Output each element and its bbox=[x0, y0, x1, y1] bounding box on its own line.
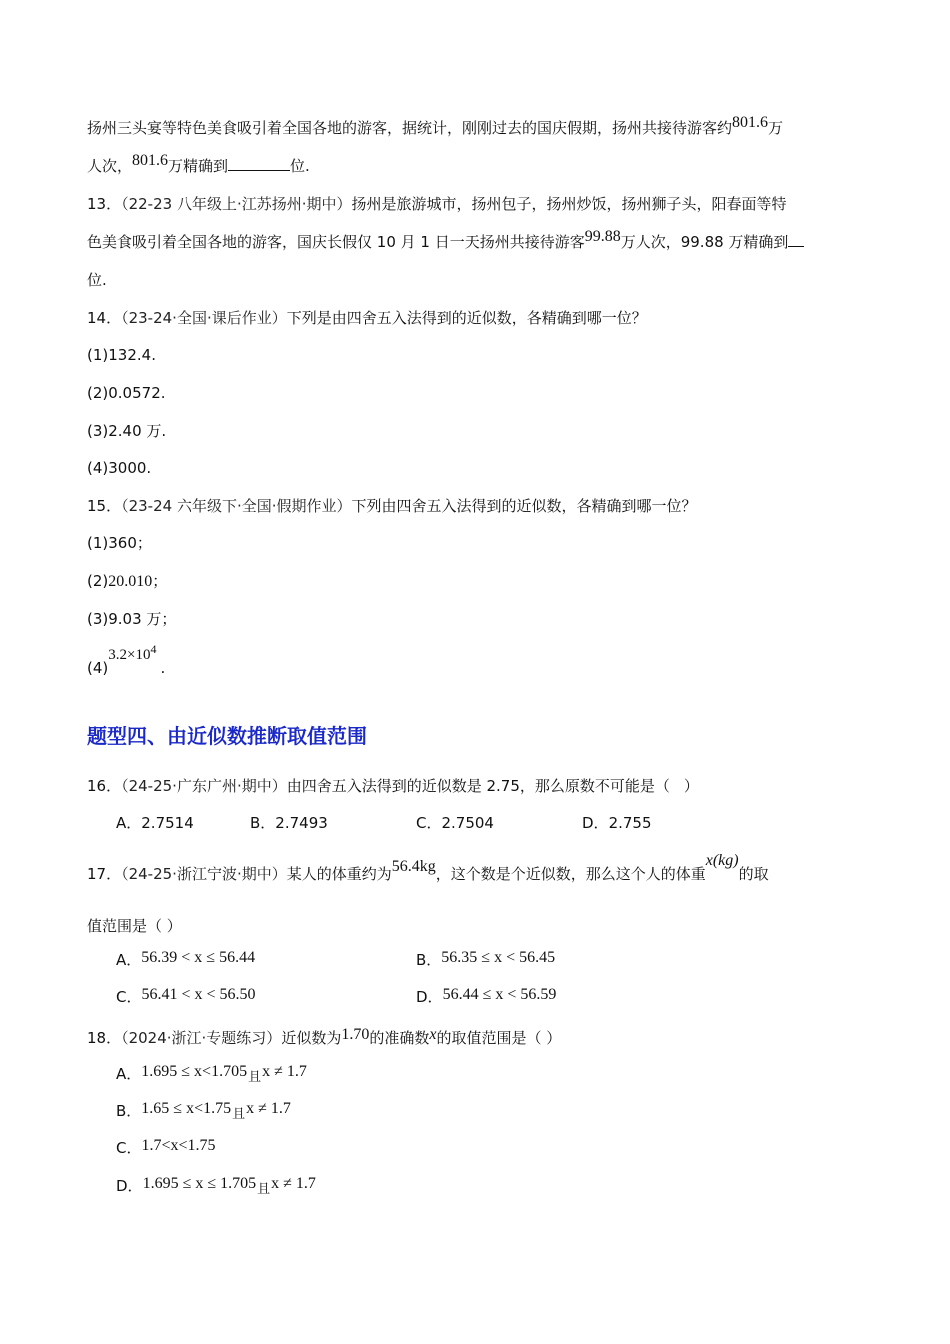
q17-option-a[interactable] bbox=[116, 950, 255, 971]
option-label: B． bbox=[416, 951, 442, 969]
q13-line1 bbox=[87, 194, 787, 214]
question-number: 16． bbox=[87, 777, 122, 795]
q15-item-2 bbox=[87, 571, 167, 592]
question-number: 17． bbox=[87, 865, 122, 883]
option-label: A． bbox=[116, 814, 142, 832]
q12-text-a: 人次， bbox=[87, 157, 133, 175]
option-label: A． bbox=[116, 951, 142, 969]
q17-option-d[interactable] bbox=[416, 987, 556, 1008]
q17-line2: 值范围是（ ） bbox=[87, 917, 182, 935]
option-text: 2.7493 bbox=[275, 814, 328, 832]
q13-text-a: 色美食吸引着全国各地的游客，国庆长假仅 10 月 1 日一天扬州共接待游客 bbox=[87, 233, 585, 251]
q12-line1 bbox=[87, 114, 784, 139]
option-text-a: 1.65 ≤ x<1.75 bbox=[141, 1100, 232, 1117]
q16-option-b[interactable] bbox=[250, 813, 328, 833]
q15-stem: 下列由四舍五入法得到的近似数，各精确到哪一位？ bbox=[351, 497, 697, 515]
q15-item2-value: 20.010 bbox=[108, 573, 153, 590]
q13-stem: 扬州是旅游城市，扬州包子，扬州炒饭，扬州狮子头，阳春面等特 bbox=[351, 195, 787, 213]
question-number: 15． bbox=[87, 497, 122, 515]
option-text: 2.755 bbox=[608, 814, 652, 832]
q13-text-b: 万人次，99.88 万精确到 bbox=[620, 233, 789, 251]
option-label: D． bbox=[582, 814, 609, 832]
q18-stem-a: 近似数为 bbox=[281, 1029, 342, 1047]
option-text: 56.44 ≤ x < 56.59 bbox=[442, 986, 557, 1003]
q17-value: 56.4kg bbox=[391, 858, 436, 875]
question-source: （24-25·浙江宁波·期中） bbox=[121, 865, 287, 883]
q14-item-1: (1)132.4. bbox=[87, 346, 156, 364]
q17-stem-b: ，这个数是个近似数，那么这个人的体重 bbox=[435, 865, 706, 883]
q17-stem-c: 的取 bbox=[738, 865, 769, 883]
q18-option-b[interactable] bbox=[116, 1101, 291, 1123]
option-text: 56.39 < x ≤ 56.44 bbox=[141, 949, 256, 966]
q16-option-d[interactable] bbox=[582, 813, 652, 833]
q18-option-d[interactable] bbox=[116, 1176, 316, 1198]
option-text: 56.35 ≤ x < 56.45 bbox=[441, 949, 556, 966]
q12-value2: 801.6 bbox=[132, 152, 169, 169]
q12-line2 bbox=[87, 152, 310, 177]
q16-stem-b: ） bbox=[683, 777, 699, 795]
option-text: 56.41 < x < 56.50 bbox=[141, 986, 256, 1003]
question-source: （23-24 六年级下·全国·假期作业） bbox=[121, 497, 352, 515]
question-source: （23-24·全国·课后作业） bbox=[121, 309, 287, 327]
q16-option-a[interactable] bbox=[116, 813, 194, 833]
option-label: D． bbox=[416, 988, 443, 1006]
option-label: C． bbox=[116, 988, 142, 1006]
option-label: B． bbox=[116, 1102, 142, 1120]
section-title: 题型四、由近似数推断取值范围 bbox=[87, 724, 367, 748]
question-number: 18． bbox=[87, 1029, 122, 1047]
q12-text: 扬州三头宴等特色美食吸引着全国各地的游客，据统计，刚刚过去的国庆假期，扬州共接待游客约 bbox=[87, 119, 733, 137]
question-number: 14． bbox=[87, 309, 122, 327]
option-text-a: 1.695 ≤ x<1.705 bbox=[141, 1063, 248, 1080]
q14-stem: 下列是由四舍五入法得到的近似数，各精确到哪一位？ bbox=[286, 309, 647, 327]
q15-item4-end: . bbox=[160, 659, 166, 677]
option-text: 2.7504 bbox=[441, 814, 494, 832]
q13-line3: 位. bbox=[87, 271, 107, 289]
q15-item4-exp: 4 bbox=[150, 642, 157, 656]
q12-text-b: 万精确到 bbox=[168, 157, 229, 175]
q17-line1 bbox=[87, 852, 769, 885]
option-text-a: 1.7<x<1.75 bbox=[141, 1137, 216, 1154]
option-text-b: x ≠ 1.7 bbox=[271, 1175, 316, 1192]
option-text-b: x ≠ 1.7 bbox=[246, 1100, 291, 1117]
question-number: 13． bbox=[87, 195, 122, 213]
q15-item4-label: (4) bbox=[87, 659, 109, 677]
q17-option-b[interactable] bbox=[416, 950, 555, 971]
qie-char: 且 bbox=[232, 1107, 246, 1122]
qie-char: 且 bbox=[257, 1182, 271, 1197]
question-source: （2024·浙江·专题练习） bbox=[121, 1029, 282, 1047]
question-source: （22-23 八年级上·江苏扬州·期中） bbox=[121, 195, 352, 213]
option-label: C． bbox=[116, 1139, 142, 1157]
q14-item-2: (2)0.0572. bbox=[87, 384, 166, 402]
q18-stem-c: 的取值范围是（ ） bbox=[436, 1029, 562, 1047]
q17-option-c[interactable] bbox=[116, 987, 256, 1008]
q13-line2 bbox=[87, 228, 804, 253]
option-label: B． bbox=[250, 814, 276, 832]
q18-value: 1.70 bbox=[341, 1026, 370, 1043]
option-text-b: x ≠ 1.7 bbox=[262, 1063, 307, 1080]
q14-item-4: (4)3000. bbox=[87, 459, 152, 477]
q14-line1 bbox=[87, 308, 647, 328]
question-source: （24-25·广东广州·期中） bbox=[121, 777, 287, 795]
q16-line1 bbox=[87, 776, 699, 796]
q15-item2-end: ； bbox=[152, 572, 168, 590]
q15-line1 bbox=[87, 496, 697, 516]
q14-item-3: (3)2.40 万. bbox=[87, 422, 167, 440]
q17-stem-a: 某人的体重约为 bbox=[286, 865, 392, 883]
option-text-a: 1.695 ≤ x ≤ 1.705 bbox=[142, 1175, 257, 1192]
q16-option-c[interactable] bbox=[416, 813, 494, 833]
q15-item-1: (1)360； bbox=[87, 534, 152, 552]
q16-stem-a: 由四舍五入法得到的近似数是 2.75，那么原数不可能是（ bbox=[286, 777, 670, 795]
q18-stem-b: 的准确数 bbox=[369, 1029, 430, 1047]
q12-text-c: 位. bbox=[290, 157, 310, 175]
q12-unit: 万 bbox=[768, 119, 784, 137]
answer-blank bbox=[788, 232, 804, 247]
q18-option-a[interactable] bbox=[116, 1064, 307, 1086]
q15-item2-label: (2) bbox=[87, 572, 109, 590]
option-label: A． bbox=[116, 1065, 142, 1083]
q12-value: 801.6 bbox=[732, 114, 769, 131]
q17-var: x(kg) bbox=[705, 852, 739, 869]
q18-option-c[interactable] bbox=[116, 1138, 216, 1159]
q15-item4-base: 3.2×10 bbox=[108, 647, 151, 663]
q18-line1 bbox=[87, 1028, 561, 1049]
option-label: C． bbox=[416, 814, 442, 832]
option-label: D． bbox=[116, 1177, 143, 1195]
qie-char: 且 bbox=[248, 1070, 262, 1085]
q13-value: 99.88 bbox=[584, 228, 621, 245]
q15-item-3: (3)9.03 万； bbox=[87, 610, 177, 628]
option-text: 2.7514 bbox=[141, 814, 194, 832]
answer-blank bbox=[228, 156, 290, 171]
q18-var: x bbox=[429, 1026, 437, 1043]
